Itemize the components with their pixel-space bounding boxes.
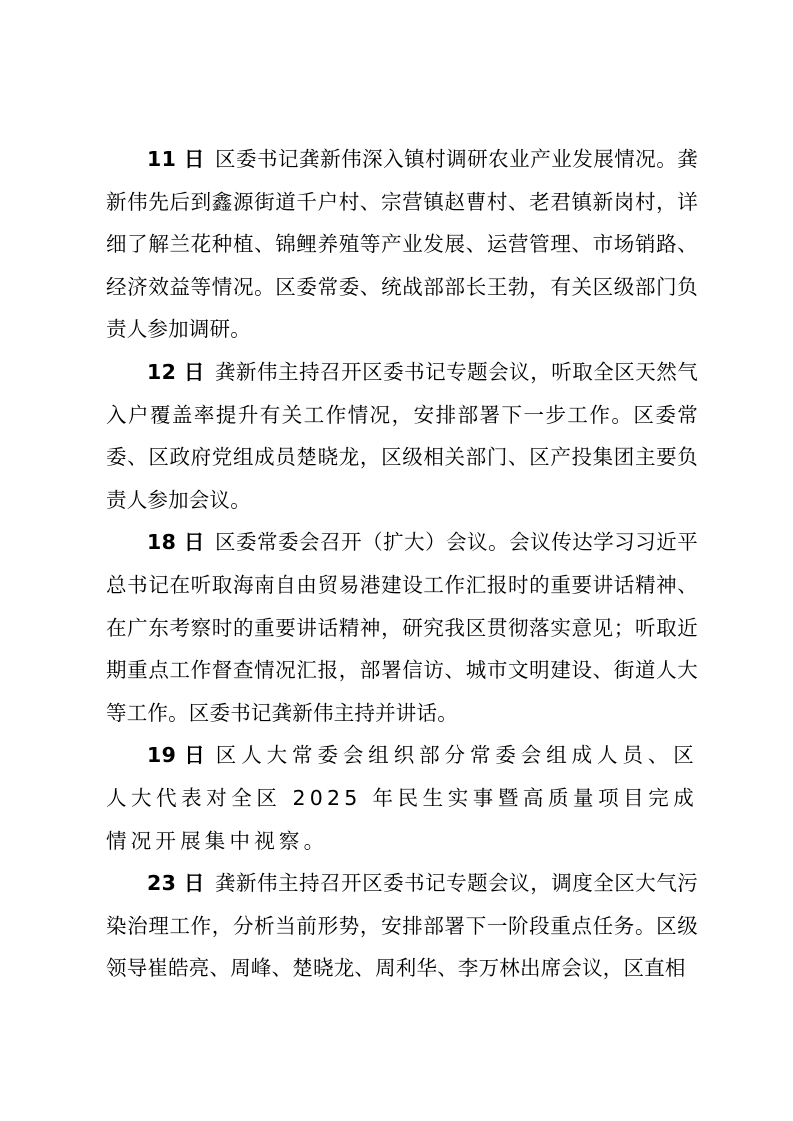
entry-day: 23 日 [147,871,205,896]
entry-text: 区人大常委会组织部分常委会组成人员、区人大代表对全区 2025 年民生实事暨高质量项目完成情况开展集中视察。 [106,743,698,853]
entry-day: 19 日 [147,743,206,768]
entry-18 [106,521,698,734]
entry-day: 11 日 [147,147,205,171]
entry-text: 龚新伟主持召开区委书记专题会议，调度全区大气污染治理工作，分析当前形势，安排部署下一阶段重点任务。区级领导崔皓亮、周峰、楚晓龙、周利华、李万林出席会议，区直相 [106,871,698,981]
entry-12 [106,351,698,521]
entry-text: 龚新伟主持召开区委书记专题会议，听取全区天然气入户覆盖率提升有关工作情况，安排部署下一步工作。区委常委、区政府党组成员楚晓龙，区级相关部门、区产投集团主要负责人参加会议。 [106,359,698,512]
entry-19 [106,734,698,862]
entry-11 [106,138,698,351]
entry-text: 区委书记龚新伟深入镇村调研农业产业发展情况。龚新伟先后到鑫源街道千户村、宗营镇赵曹村、老君镇新岗村，详细了解兰花种植、锦鲤养殖等产业发展、运营管理、市场销路、经济效益等情况。区委常委、统战部部长王勃，有关区级部门负责人参加调研。 [106,147,698,342]
entry-day: 18 日 [147,530,205,555]
entry-text: 区委常委会召开（扩大）会议。会议传达学习习近平总书记在听取海南自由贸易港建设工作汇报时的重要讲话精神、在广东考察时的重要讲话精神，研究我区贯彻落实意见；听取近期重点工作督查情况汇报，部署信访、城市文明建设、街道人大等工作。区委书记龚新伟主持并讲话。 [106,530,698,725]
entry-day: 12 日 [147,359,205,384]
entry-23 [106,862,698,990]
document-page [106,138,698,990]
